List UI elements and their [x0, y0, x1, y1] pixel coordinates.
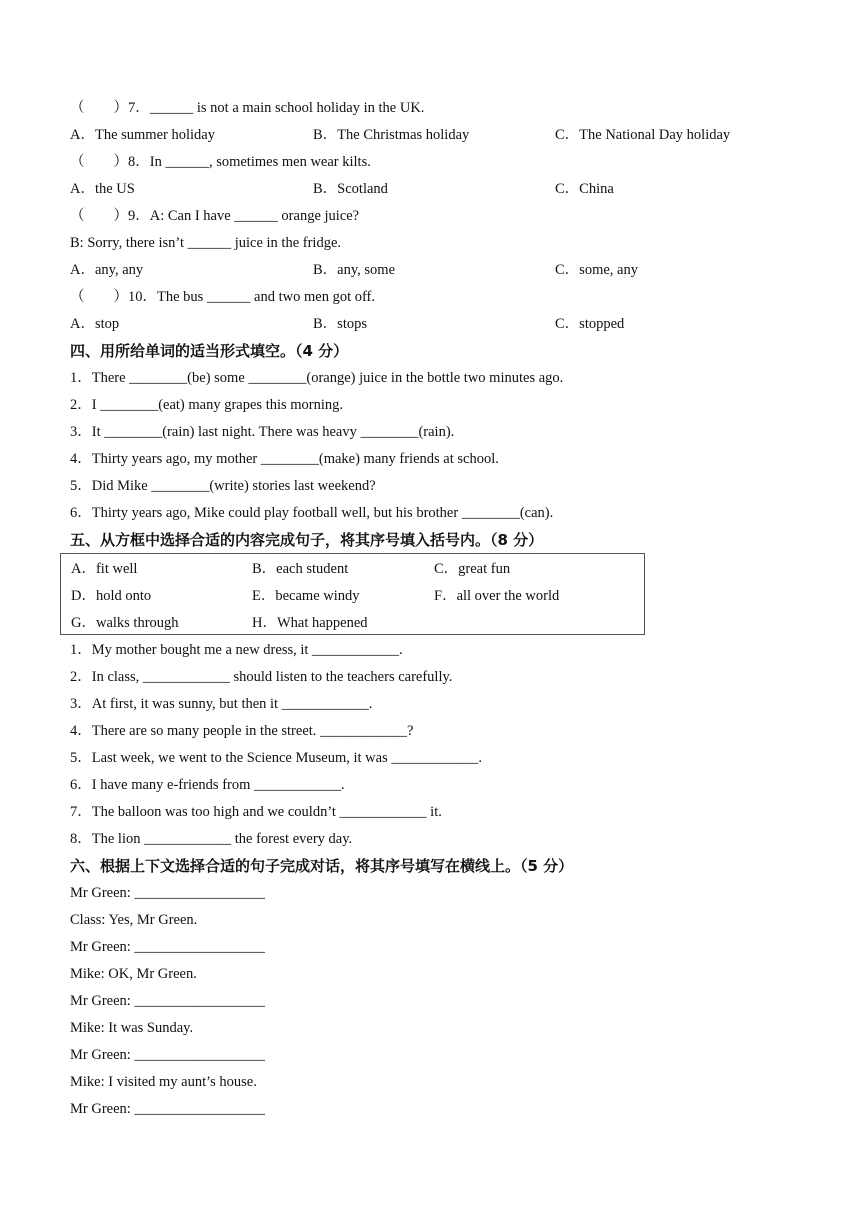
section-4-heading: 四、用所给单词的适当形式填空。（4 分）	[70, 342, 349, 360]
section-4-item-4: 4．Thirty years ago, my mother ________(make) many friends at school.	[70, 451, 499, 467]
section-4-item-3: 3．It ________(rain) last night. There was heavy ________(rain).	[70, 424, 455, 440]
section-4-item-1: 1．There ________(be) some ________(orange) juice in the bottle two minutes ago.	[70, 370, 564, 386]
section-5-item-1: 1．My mother bought me a new dress, it ____________.	[70, 642, 403, 658]
dialogue-line-5: Mr Green: __________________	[70, 993, 265, 1009]
section-5-item-6: 6．I have many e-friends from ____________.	[70, 777, 345, 793]
section-5-item-2: 2．In class, ____________ should listen to the teachers carefully.	[70, 669, 453, 685]
question-10-stem: （ ）10．The bus ______ and two men got off.	[70, 289, 376, 305]
question-10-option-b: B．stops	[313, 316, 367, 332]
dialogue-line-2: Class: Yes, Mr Green.	[70, 912, 198, 928]
word-box	[60, 553, 645, 635]
question-8-option-c: C．China	[555, 181, 614, 197]
word-box-option-e: E．became windy	[252, 588, 360, 604]
section-5-item-5: 5．Last week, we went to the Science Museum, it was ____________.	[70, 750, 482, 766]
section-5-item-3: 3．At first, it was sunny, but then it ____________.	[70, 696, 373, 712]
question-9-option-b: B．any, some	[313, 262, 396, 278]
question-10-option-a: A．stop	[70, 316, 120, 332]
dialogue-line-7: Mr Green: __________________	[70, 1047, 265, 1063]
word-box-option-d: D．hold onto	[71, 588, 152, 604]
section-4-item-2: 2．I ________(eat) many grapes this morning.	[70, 397, 344, 413]
question-8-stem: （ ）8．In ______, sometimes men wear kilts.	[70, 154, 371, 170]
word-box-option-b: B．each student	[252, 561, 349, 577]
dialogue-line-1: Mr Green: __________________	[70, 885, 265, 901]
word-box-option-f: F．all over the world	[434, 588, 560, 604]
word-box-option-a: A．fit well	[71, 561, 138, 577]
question-8-option-a: A．the US	[70, 181, 135, 197]
question-8-option-b: B．Scotland	[313, 181, 388, 197]
section-5-heading: 五、从方框中选择合适的内容完成句子，将其序号填入括号内。（8 分）	[70, 531, 544, 549]
word-box-option-c: C．great fun	[434, 561, 511, 577]
section-5-item-4: 4．There are so many people in the street. ____________?	[70, 723, 414, 739]
section-5-item-8: 8．The lion ____________ the forest every day.	[70, 831, 353, 847]
section-4-item-6: 6．Thirty years ago, Mike could play football well, but his brother ________(can).	[70, 505, 554, 521]
section-5-item-7: 7．The balloon was too high and we couldn’t ____________ it.	[70, 804, 442, 820]
question-7-option-c: C．The National Day holiday	[555, 127, 731, 143]
question-9-option-a: A．any, any	[70, 262, 144, 278]
dialogue-line-8: Mike: I visited my aunt’s house.	[70, 1074, 257, 1090]
dialogue-line-9: Mr Green: __________________	[70, 1101, 265, 1117]
question-10-option-c: C．stopped	[555, 316, 625, 332]
question-9-stem: （ ）9．A: Can I have ______ orange juice?	[70, 208, 360, 224]
dialogue-line-3: Mr Green: __________________	[70, 939, 265, 955]
question-7-stem: （ ）7．______ is not a main school holiday in the UK.	[70, 100, 425, 116]
dialogue-line-4: Mike: OK, Mr Green.	[70, 966, 197, 982]
question-9-option-c: C．some, any	[555, 262, 638, 278]
question-7-option-a: A．The summer holiday	[70, 127, 215, 143]
question-9-stem-b: B: Sorry, there isn’t ______ juice in the fridge.	[70, 235, 342, 251]
dialogue-line-6: Mike: It was Sunday.	[70, 1020, 194, 1036]
word-box-option-g: G．walks through	[71, 615, 179, 631]
question-7-option-b: B．The Christmas holiday	[313, 127, 470, 143]
section-4-item-5: 5．Did Mike ________(write) stories last weekend?	[70, 478, 376, 494]
section-6-heading: 六、根据上下文选择合适的句子完成对话，将其序号填写在横线上。（5 分）	[70, 857, 574, 875]
word-box-option-h: H．What happened	[252, 615, 368, 631]
